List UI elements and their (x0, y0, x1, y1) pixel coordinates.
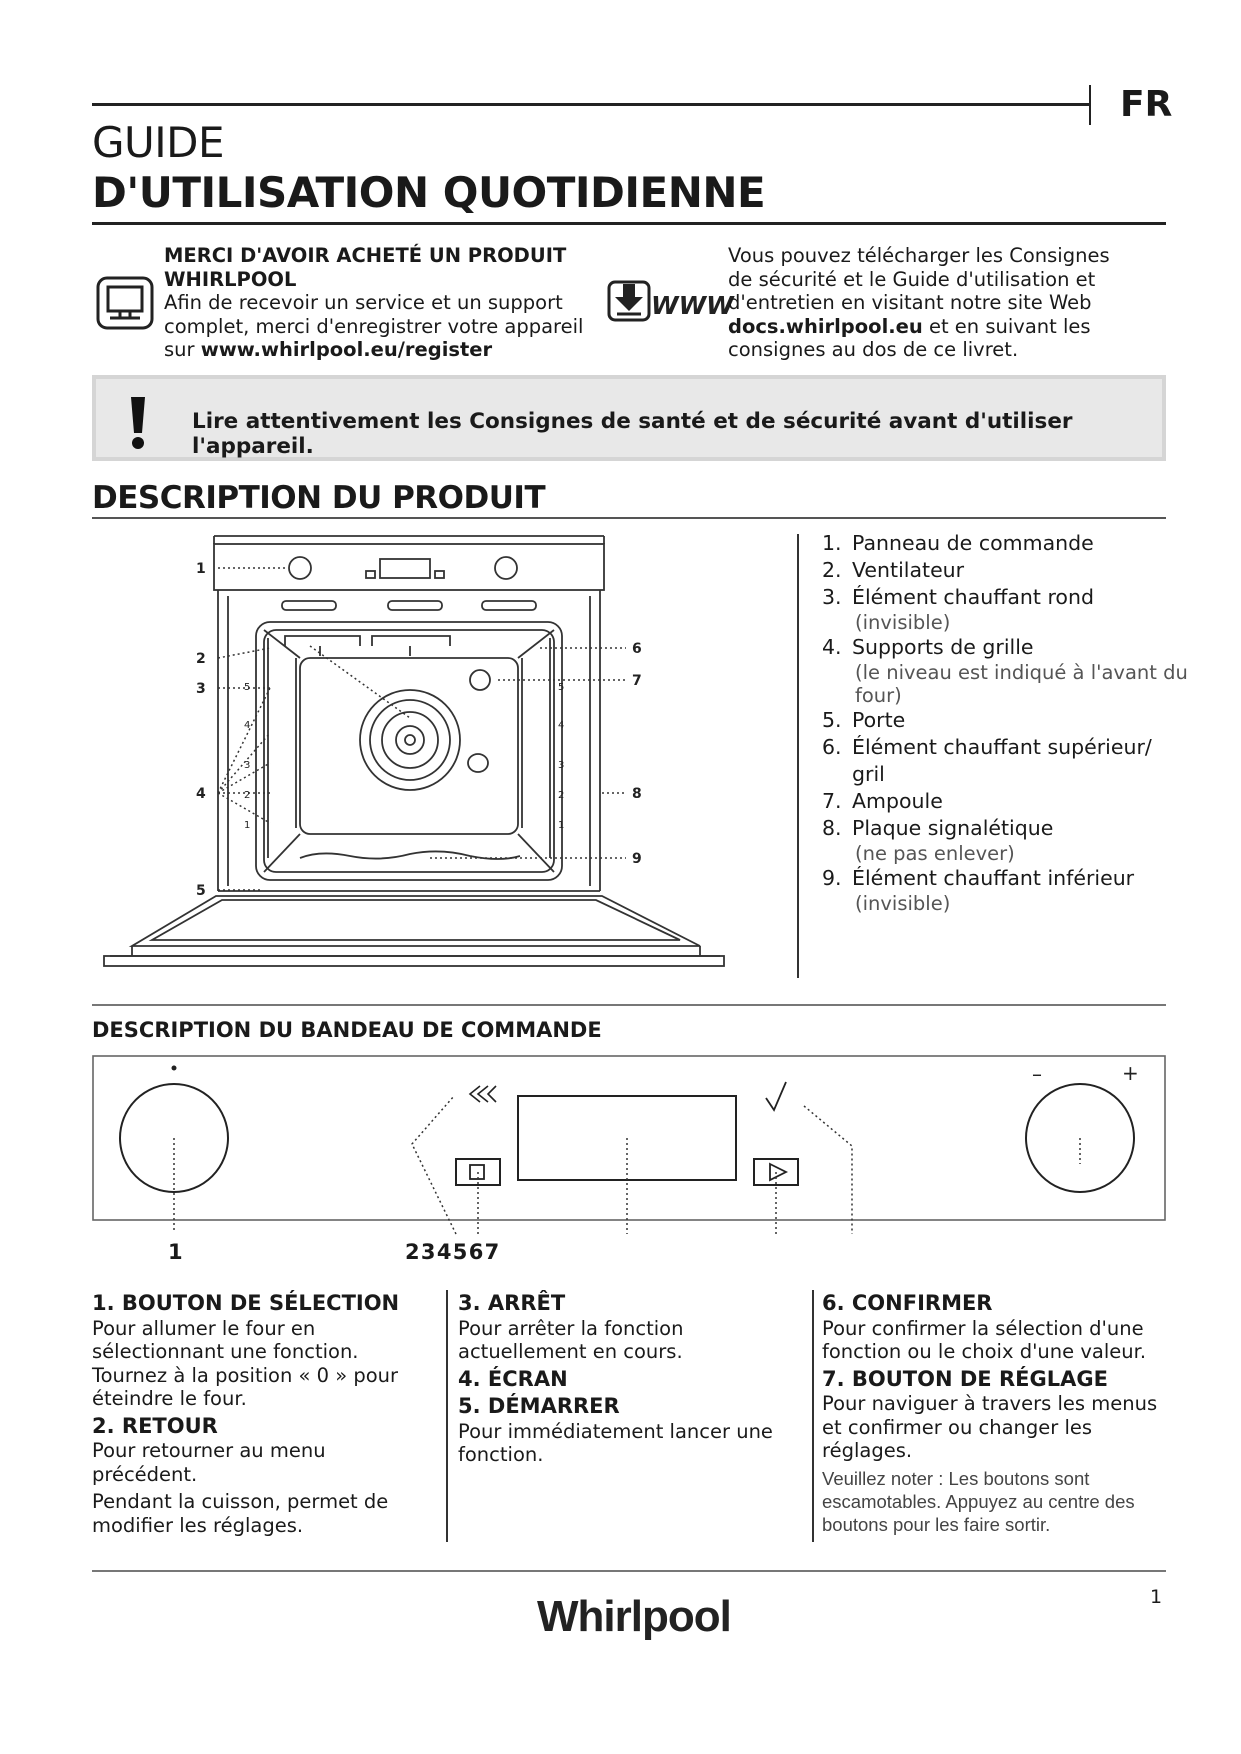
header-rule (92, 103, 1090, 106)
product-heading-rule (92, 517, 1166, 519)
panel-top-rule (92, 1004, 1166, 1006)
rack-level-right-2: 2 (558, 790, 565, 801)
column-separator (446, 1290, 448, 1542)
legend-item: 3. Élément chauffant rond (invisible) (822, 585, 1094, 634)
callout-7: 7 (632, 673, 642, 689)
product-legend (822, 530, 1192, 915)
rack-level-left-2: 2 (244, 790, 251, 801)
legend-item: 9. Élément chauffant inférieur (invisible) (822, 866, 1135, 915)
callout-4: 4 (196, 786, 206, 802)
callout-3: 3 (196, 681, 206, 697)
page-title-line1: GUIDE (92, 118, 225, 167)
language-badge: FR (1120, 84, 1173, 125)
rack-level-left-4: 4 (244, 720, 251, 731)
docs-link[interactable]: docs.whirlpool.eu (728, 314, 923, 338)
monitor-icon (96, 276, 154, 334)
display-heading: 4. ÉCRAN (458, 1366, 568, 1391)
footer-rule (92, 1570, 1166, 1572)
title-rule (92, 222, 1166, 225)
stop-heading: 3. ARRÊT (458, 1291, 566, 1315)
confirm-heading: 6. CONFIRMER (822, 1291, 993, 1315)
rack-level-right-1: 1 (558, 820, 565, 831)
page-number: 1 (1150, 1586, 1163, 1608)
callout-5: 5 (196, 883, 206, 899)
selector-dot (172, 1066, 177, 1071)
legend-item: 8. Plaque signalétique (ne pas enlever) (822, 816, 1054, 865)
safety-warning-text: Lire attentivement les Consignes de santé et de sécurité avant d'utiliser l'appareil. (192, 409, 1073, 459)
oven-diagram (110, 528, 710, 988)
header-rule-tick (1089, 85, 1091, 125)
rack-level-left-3: 3 (244, 760, 251, 771)
callout-6: 6 (632, 641, 642, 657)
whirlpool-logo: Whirlpool (537, 1592, 731, 1641)
start-heading: 5. DÉMARRER (458, 1394, 620, 1418)
legend-item: 7. Ampoule (822, 789, 943, 813)
minus-sign: – (1032, 1062, 1042, 1086)
page-title-line2: D'UTILISATION QUOTIDIENNE (92, 168, 766, 217)
callout-9: 9 (632, 851, 642, 867)
callout-1: 1 (196, 561, 206, 577)
back-heading: 2. RETOUR (92, 1413, 218, 1438)
rack-level-right-5: 5 (558, 682, 565, 693)
rack-level-right-3: 3 (558, 760, 565, 771)
legend-item: 2. Ventilateur (822, 558, 965, 582)
legend-item: 6. Élément chauffant supérieur/ gril (822, 735, 1152, 786)
column-3: 6. CONFIRMER Pour confirmer la sélection d'une fonction ou le choix d'une valeur. 7. BOUTON DE RÉGLAGE Pour naviguer à travers les menus et confirmer ou changer les réglages. Veuillez noter : Les boutons sont escamotables. Appuyez au centre des boutons pour les faire sortir. (822, 1288, 1166, 1540)
column-1: 1. BOUTON DE SÉLECTION Pour allumer le four en sélectionnant une fonction. Tournez à la position « 0 » pour éteindre le four. 2. RETOUR Pour retourner au menu précédent. Pendant la cuisson, permet de modifier les réglages. (92, 1288, 410, 1541)
download-www-icon (607, 278, 734, 332)
rack-level-right-4: 4 (558, 720, 565, 731)
exclamation-icon (128, 395, 148, 455)
intro-left: MERCI D'AVOIR ACHETÉ UN PRODUIT WHIRLPOOL Afin de recevoir un service et un support complet, merci d'enregistrer votre appareil sur www.whirlpool.eu/register (164, 244, 614, 362)
callout-2: 2 (196, 651, 206, 667)
control-panel-diagram (92, 1054, 1168, 1234)
panel-label-1: 1 (168, 1240, 183, 1264)
column-2: 3. ARRÊT Pour arrêter la fonction actuellement en cours. 4. ÉCRAN 5. DÉMARRER Pour immédiatement lancer une fonction. (458, 1288, 788, 1471)
callout-8: 8 (632, 786, 642, 802)
intro-right: Vous pouvez télécharger les Consignes de sécurité et le Guide d'utilisation et d'entretien en visitant notre site Web docs.whirlpool.eu et en suivant les consignes au dos de ce livret. (728, 244, 1110, 361)
note-text: Veuillez noter : Les boutons sont escamotables. Appuyez au centre des boutons pour les faire sortir. (822, 1467, 1135, 1535)
legend-separator (797, 534, 799, 978)
svg-text:WWW: WWW (651, 291, 734, 320)
rack-level-left-5: 5 (244, 682, 251, 693)
legend-item: 4. Supports de grille (le niveau est indiqué à l'avant du four) (822, 635, 1188, 707)
selector-button-heading: 1. BOUTON DE SÉLECTION (92, 1291, 400, 1315)
legend-item: 1. Panneau de commande (822, 531, 1094, 555)
panel-label-group: 2 3 4 5 6 7 (405, 1240, 497, 1264)
safety-warning-box (92, 375, 1166, 461)
register-link[interactable]: www.whirlpool.eu/register (200, 338, 493, 361)
column-separator (812, 1290, 814, 1542)
product-description-heading: DESCRIPTION DU PRODUIT (92, 480, 546, 516)
plus-sign: + (1122, 1061, 1139, 1085)
rack-level-left-1: 1 (244, 820, 251, 831)
intro-left-heading: MERCI D'AVOIR ACHETÉ UN PRODUIT WHIRLPOOL (164, 244, 567, 291)
adjust-button-heading: 7. BOUTON DE RÉGLAGE (822, 1366, 1108, 1391)
control-panel-heading: DESCRIPTION DU BANDEAU DE COMMANDE (92, 1018, 602, 1042)
legend-item: 5. Porte (822, 708, 906, 732)
